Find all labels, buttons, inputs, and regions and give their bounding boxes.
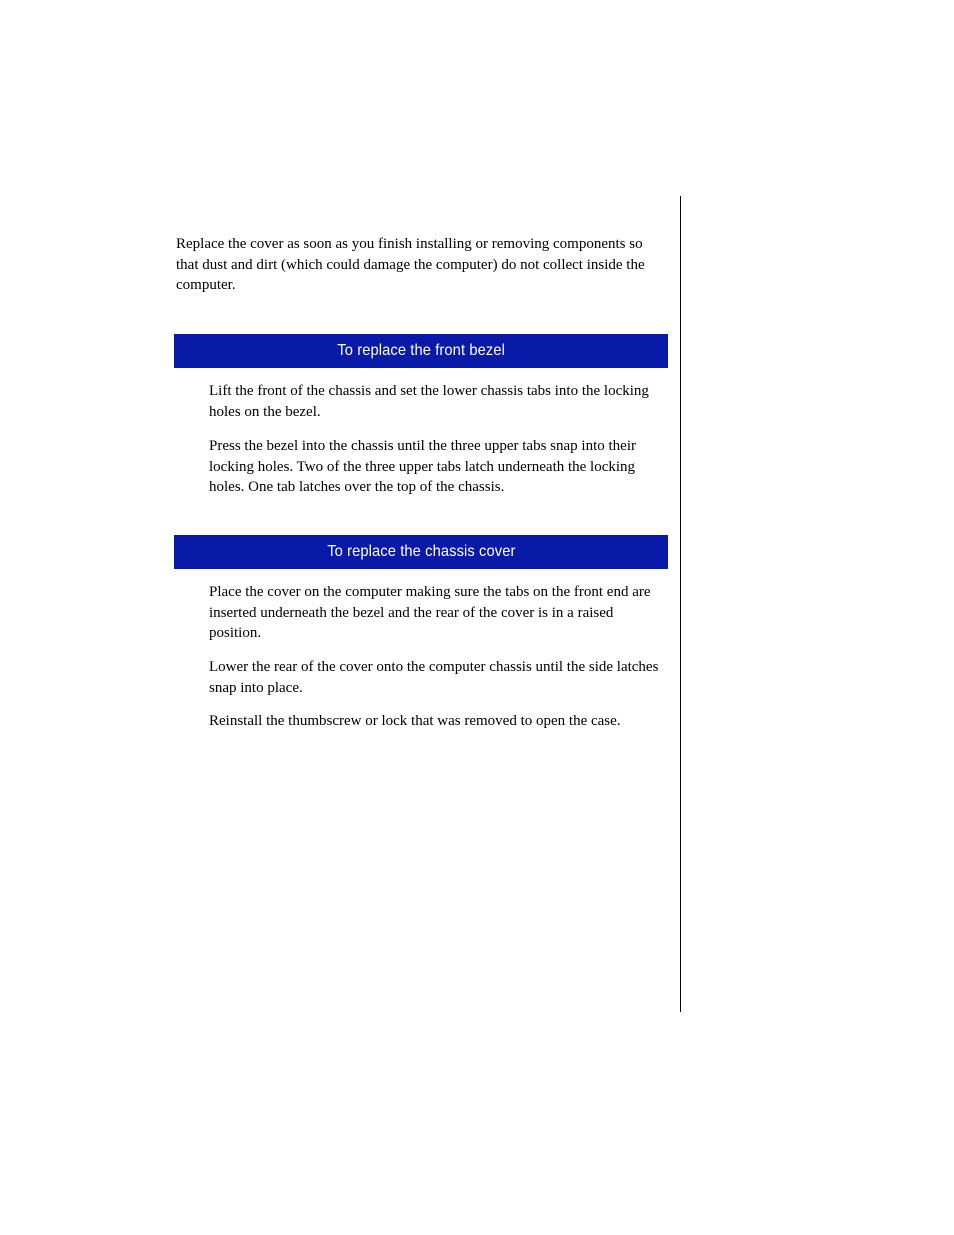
section-heading-label: To replace the front bezel [337, 342, 505, 359]
vertical-margin-rule [680, 196, 681, 1012]
section-heading-chassis-cover [174, 535, 668, 569]
section-heading-front-bezel [174, 334, 668, 368]
step-paragraph: Place the cover on the computer making sure the tabs on the front end are inserted underneath the bezel and the rear of the cover is in a raised position. [209, 584, 651, 641]
step-paragraph: Press the bezel into the chassis until the three upper tabs snap into their locking holes. Two of the three upper tabs latch underneath the locking holes. One tab latches over the top of the chassis. [209, 438, 636, 495]
step-paragraph: Lift the front of the chassis and set the lower chassis tabs into the locking holes on the bezel. [209, 383, 649, 420]
intro-paragraph: Replace the cover as soon as you finish installing or removing components so that dust and dirt (which could damage the computer) do not collect inside the computer. [176, 236, 645, 293]
section-heading-label: To replace the chassis cover [326, 543, 516, 560]
step-paragraph: Lower the rear of the cover onto the computer chassis until the side latches snap into place. [209, 659, 659, 696]
step-paragraph: Reinstall the thumbscrew or lock that was removed to open the case. [209, 713, 621, 729]
